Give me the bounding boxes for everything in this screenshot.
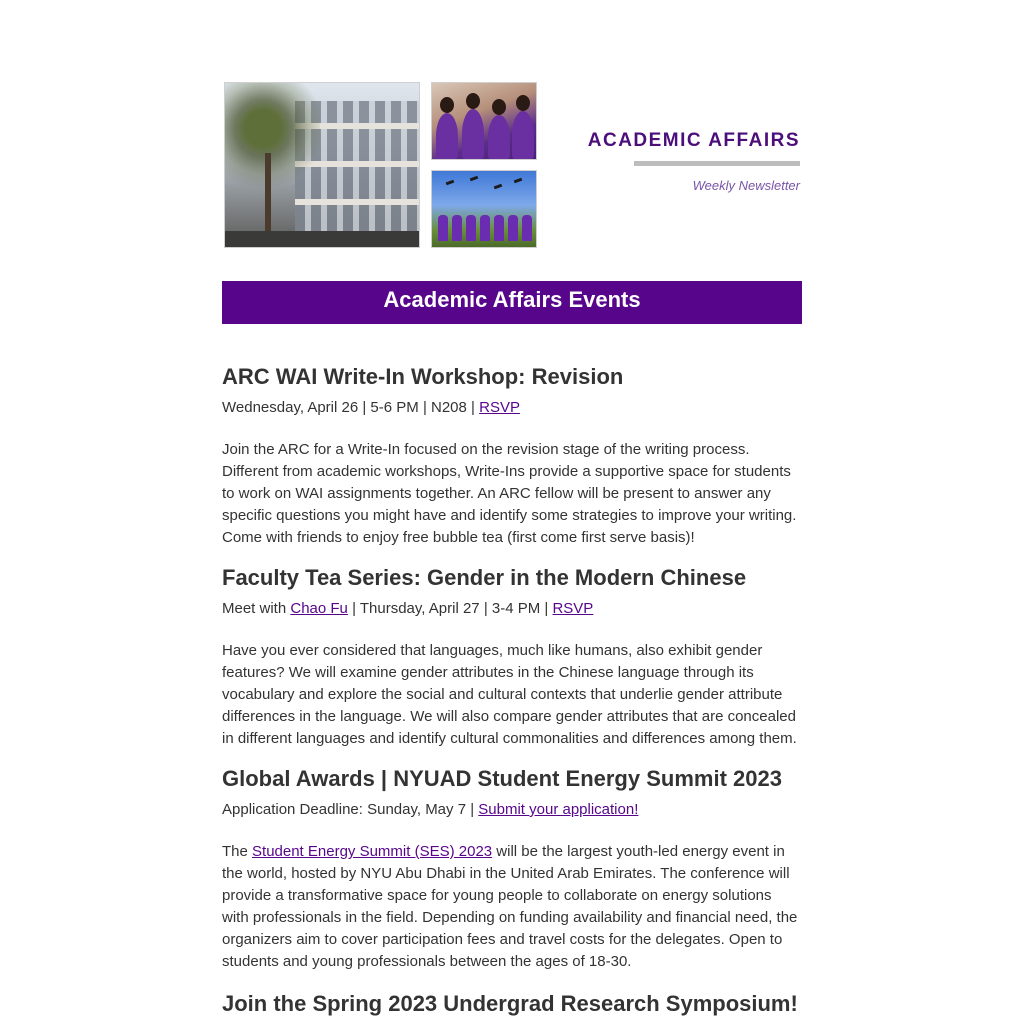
newsletter-subtitle: Weekly Newsletter — [692, 178, 800, 193]
events-list — [222, 362, 802, 1019]
rsvp-link[interactable]: RSVP — [479, 399, 520, 416]
event-description: Join the ARC for a Write-In focused on the revision stage of the writing process. Different from academic workshops, Write-Ins provide a supportive space for students to work on WAI assignments together. An ARC fellow will be present to answer any specific questions you might have and identify some strategies to improve your writing. Come with friends to enjoy free bubble tea (first come first serve basis)! — [222, 441, 797, 546]
event-title: Join the Spring 2023 Undergrad Research Symposium! — [222, 991, 798, 1016]
event-title: Faculty Tea Series: Gender in the Modern Chinese — [222, 565, 747, 590]
event-desc-body: will be the largest youth-led energy event in the world, hosted by NYU Abu Dhabi in the United Arab Emirates. The conference will provide a transformative space for young people to collaborate on energy solutions with professionals in the field. Depending on funding availability and financial need, the organizers aim to cover participation fees and travel costs for the delegates. Open to students and young professionals between the ages of 18-30. — [222, 843, 798, 970]
event-title: ARC WAI Write-In Workshop: Revision — [222, 364, 624, 389]
faculty-profile-link[interactable]: Chao Fu — [290, 600, 348, 617]
students-photo — [431, 82, 537, 160]
event-meta — [222, 598, 802, 620]
newsletter-title: ACADEMIC AFFAIRS — [587, 130, 800, 151]
event-description — [222, 841, 802, 973]
title-divider — [634, 161, 800, 166]
event-meta-middle: | Thursday, April 27 | 3-4 PM | — [347, 600, 553, 617]
event-meta-prefix: Meet with — [222, 600, 291, 617]
event-item — [222, 362, 802, 549]
rsvp-link[interactable]: RSVP — [552, 600, 594, 617]
event-meta — [222, 799, 802, 821]
event-item — [222, 989, 802, 1019]
event-desc-prefix: The — [222, 843, 253, 860]
event-meta — [222, 397, 802, 419]
campus-building-photo — [224, 82, 420, 248]
event-title: Global Awards | NYUAD Student Energy Summit 2023 — [222, 766, 782, 791]
event-meta-text: Application Deadline: Sunday, May 7 | — [222, 801, 479, 818]
summit-link[interactable]: Student Energy Summit (SES) 2023 — [252, 843, 493, 860]
newsletter-banner — [222, 80, 802, 250]
event-item — [222, 764, 802, 973]
submit-application-link[interactable]: Submit your application! — [478, 801, 639, 818]
event-description: Have you ever considered that languages, much like humans, also exhibit gender features? We will examine gender attributes in the Chinese language through its vocabulary and explore the social and cultural contexts that underlie gender attribute differences in the language. We will also compare gender attributes that are concealed in different languages and identify cultural commonalities and differences among them. — [222, 642, 797, 747]
event-meta-text: Wednesday, April 26 | 5-6 PM | N208 | — [222, 399, 480, 416]
graduation-photo — [431, 170, 537, 248]
event-item — [222, 563, 802, 750]
section-heading-bar: Academic Affairs Events — [222, 281, 802, 324]
